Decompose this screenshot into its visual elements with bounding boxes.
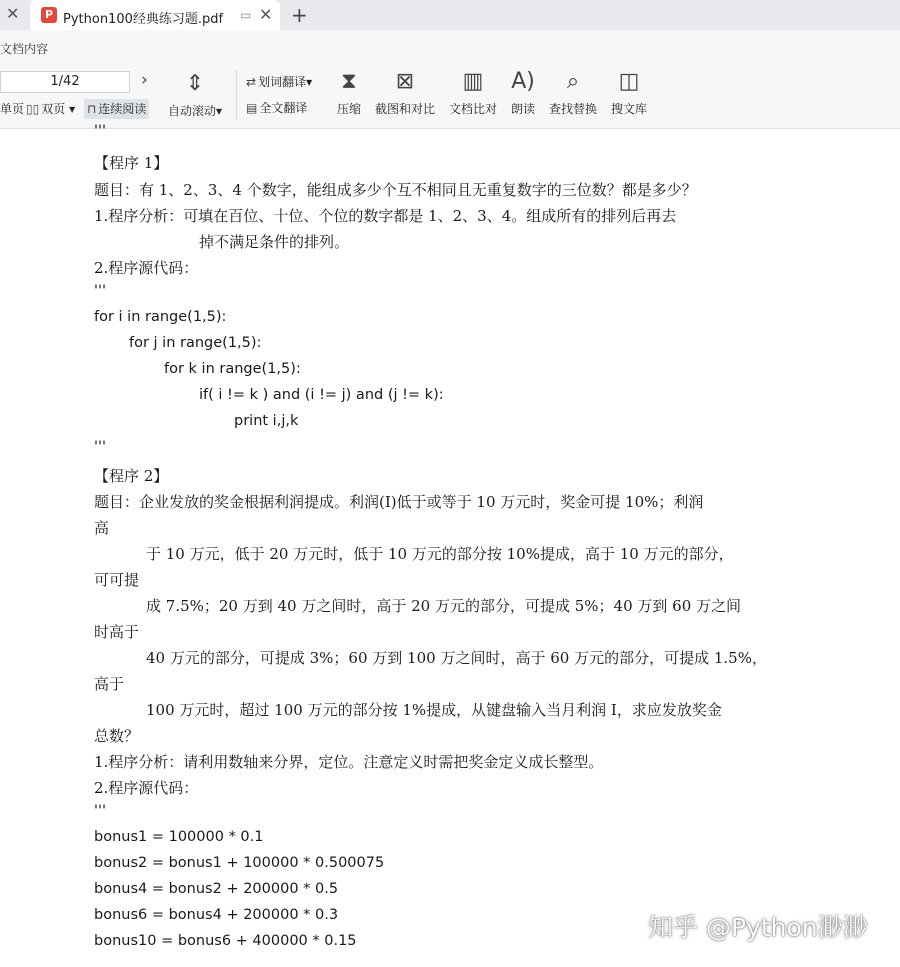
continuous-read-label: 连续阅读 xyxy=(98,102,147,116)
double-page-label: 双页 xyxy=(41,102,66,116)
auto-scroll-icon: ⇕ xyxy=(185,71,205,96)
library-search-button[interactable] xyxy=(611,68,647,117)
double-page-icon: ▯▯ xyxy=(26,102,40,116)
tab-bar xyxy=(0,0,900,30)
library-search-label: 搜文库 xyxy=(611,102,648,116)
document-compare-icon: ▥ xyxy=(462,69,484,94)
chevron-down-icon: ▾ xyxy=(69,102,76,116)
text-line: 100 万元时，超过 100 万元的部分按 1%提成，从键盘输入当月利润 I，求应发放奖金 xyxy=(146,701,722,719)
tab-title: Python100经典练习题.pdf xyxy=(63,12,224,27)
text-line: 1.程序分析：可填在百位、十位、个位的数字都是 1、2、3、4。组成所有的排列后再去 xyxy=(94,207,677,225)
word-translate-icon: ⇄ xyxy=(246,75,257,89)
compress-icon: ⧗ xyxy=(341,69,357,94)
text-line: ''' xyxy=(94,123,106,139)
word-translate-button[interactable] xyxy=(246,73,312,90)
text-line: ''' xyxy=(94,803,106,819)
next-page-button[interactable]: › xyxy=(141,70,148,90)
find-replace-button[interactable] xyxy=(549,68,597,117)
full-translate-icon: ▤ xyxy=(246,101,258,115)
double-page-button[interactable] xyxy=(26,99,75,119)
text-line: 总数？ xyxy=(94,727,140,745)
page-number-input[interactable]: 1/42 xyxy=(0,71,130,93)
code-line: for i in range(1,5): xyxy=(94,309,227,325)
code-line: bonus1 = 100000 * 0.1 xyxy=(94,829,264,845)
read-aloud-button[interactable] xyxy=(511,68,535,117)
single-page-button[interactable] xyxy=(0,99,24,119)
document-compare-label: 文档比对 xyxy=(449,102,498,116)
ribbon-divider xyxy=(236,70,237,120)
section-heading: 【程序 2】 xyxy=(94,467,169,485)
code-line: bonus10 = bonus6 + 400000 * 0.15 xyxy=(94,933,357,949)
auto-scroll-button[interactable] xyxy=(168,70,222,119)
code-line: bonus2 = bonus1 + 100000 * 0.500075 xyxy=(94,855,385,871)
text-line: 40 万元的部分，可提成 3%；60 万到 100 万之间时，高于 60 万元的部分，可提成 1.5%， xyxy=(146,649,767,667)
document-page xyxy=(0,123,900,967)
text-line: 题目：企业发放的奖金根据利润提成。利润(I)低于或等于 10 万元时，奖金可提 10%；利润 xyxy=(94,493,704,511)
section-heading: 【程序 1】 xyxy=(94,154,169,172)
text-line: 高 xyxy=(94,519,110,537)
screenshot-compare-icon: ⊠ xyxy=(395,69,415,94)
find-replace-label: 查找替换 xyxy=(549,102,598,116)
text-line: 于 10 万元，低于 20 万元时，低于 10 万元的部分按 10%提成，高于 10 万元的部分， xyxy=(146,545,734,563)
auto-scroll-label: 自动滚动 xyxy=(168,104,217,118)
text-line: 1.程序分析：请利用数轴来分界，定位。注意定义时需把奖金定义成长整型。 xyxy=(94,753,604,771)
tab-document[interactable] xyxy=(30,0,280,30)
code-line: bonus6 = bonus4 + 200000 * 0.3 xyxy=(94,907,339,923)
screenshot-compare-label: 截图和对比 xyxy=(375,102,436,116)
tab-close-icon[interactable]: ✕ xyxy=(259,5,273,24)
code-line: for j in range(1,5): xyxy=(129,335,262,351)
text-line: 可可提 xyxy=(94,571,140,589)
chevron-down-icon: ▾ xyxy=(306,75,313,89)
read-aloud-label: 朗读 xyxy=(511,102,536,116)
ribbon-section-label: 文档内容 xyxy=(0,42,49,56)
chevron-down-icon: ▾ xyxy=(216,104,223,118)
single-page-label: 单页 xyxy=(0,102,25,116)
toolbar-ribbon xyxy=(0,30,900,129)
code-line: for k in range(1,5): xyxy=(164,361,301,377)
compress-label: 压缩 xyxy=(337,102,362,116)
code-line: bonus4 = bonus2 + 200000 * 0.5 xyxy=(94,881,339,897)
library-search-icon: ◫ xyxy=(618,69,640,94)
document-compare-button[interactable] xyxy=(449,68,497,117)
continuous-read-button[interactable] xyxy=(84,99,149,119)
pin-icon[interactable]: ▭ xyxy=(240,8,252,22)
pdf-file-icon: P xyxy=(41,7,57,23)
code-line: print i,j,k xyxy=(234,413,299,429)
text-line: 题目：有 1、2、3、4 个数字，能组成多少个互不相同且无重复数字的三位数？都是多少？ xyxy=(94,181,697,199)
text-line: 时高于 xyxy=(94,623,140,641)
compress-button[interactable] xyxy=(337,68,361,117)
full-translate-label: 全文翻译 xyxy=(259,101,308,115)
watermark: 知乎 @Python渺渺 xyxy=(648,913,868,942)
full-translate-button[interactable] xyxy=(246,99,307,116)
text-line: ''' xyxy=(94,283,106,299)
text-line: 成 7.5%；20 万到 40 万之间时，高于 20 万元的部分，可提成 5%；40 万到 60 万之间 xyxy=(146,597,742,615)
code-line: if( i != k ) and (i != j) and (j != k): xyxy=(199,387,444,403)
screenshot-compare-button[interactable] xyxy=(375,68,435,117)
text-line: 2.程序源代码： xyxy=(94,779,199,797)
word-translate-label: 划词翻译 xyxy=(258,75,307,89)
text-line: 掉不满足条件的排列。 xyxy=(199,233,350,251)
search-icon: ⌕ xyxy=(566,69,580,94)
read-aloud-icon: A) xyxy=(511,69,535,94)
new-tab-icon[interactable]: + xyxy=(291,3,308,27)
close-icon[interactable]: ✕ xyxy=(6,4,20,23)
text-line: ''' xyxy=(94,439,106,455)
continuous-read-icon: ⊓ xyxy=(87,102,97,116)
text-line: 2.程序源代码： xyxy=(94,259,199,277)
text-line: 高于 xyxy=(94,675,125,693)
